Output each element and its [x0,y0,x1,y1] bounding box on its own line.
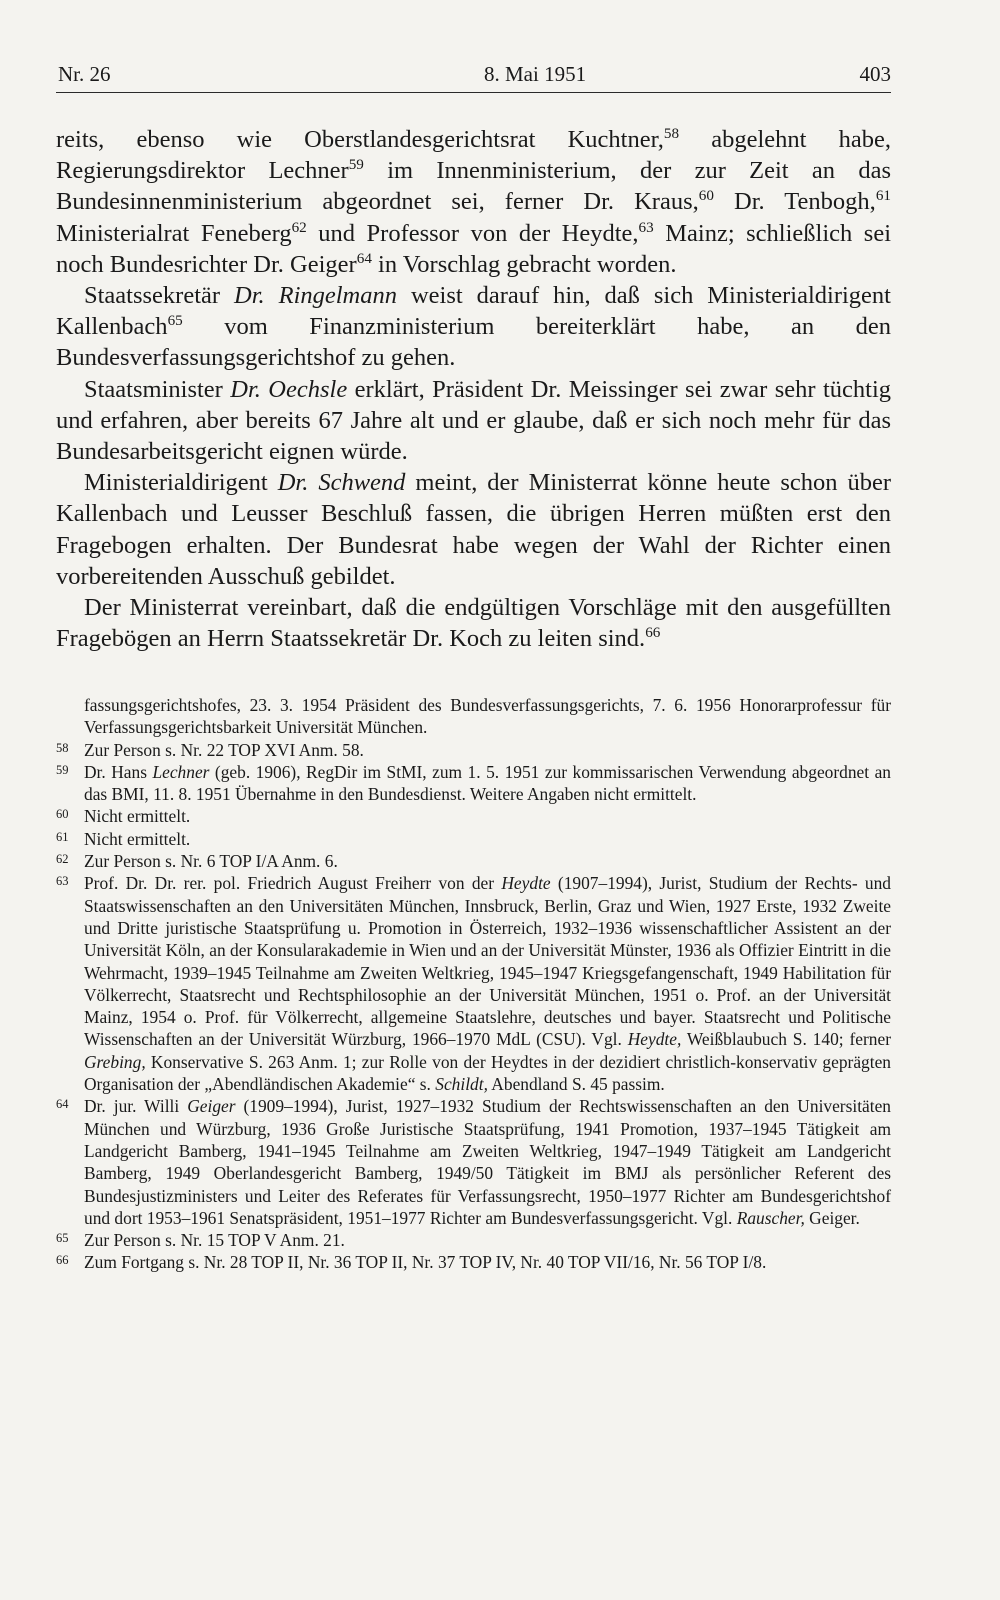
footnote: 58 Zur Person s. Nr. 22 TOP XVI Anm. 58. [56,739,891,761]
running-header [56,56,891,93]
footnote-ref: 59 [348,156,364,174]
footnote-ref: 62 [291,218,307,236]
footnotes [56,694,891,1274]
footnote-number: 64 [56,1097,69,1112]
footnote: 61 Nicht ermittelt. [56,828,891,850]
footnote: 62 Zur Person s. Nr. 6 TOP I/A Anm. 6. [56,850,891,872]
speaker-name: Dr. Schwend [277,469,406,497]
page-number: 403 [859,62,891,86]
footnote-number: 62 [56,852,69,867]
footnote: 65 Zur Person s. Nr. 15 TOP V Anm. 21. [56,1229,891,1251]
footnote-ref: 61 [875,187,891,205]
footnote-number: 65 [56,1231,69,1246]
footnote-ref: 63 [638,218,654,236]
footnote-number: 59 [56,762,69,777]
speaker-name: Dr. Ringelmann [234,282,398,310]
paragraph: Ministerialdirigent Dr. Schwend meint, der Ministerrat könne heute schon über Kallenbach und Leusser Beschluß fassen, die übrigen Herren müßten erst den Fragebogen erhalten. Der Bundesrat habe wegen der Wahl der Richter einen vorbereitenden Ausschuß gebildet. [56,469,891,590]
footnote-ref: 64 [356,249,372,267]
paragraph: Der Ministerrat vereinbart, daß die endgültigen Vorschläge mit den ausgefüllten Fragebögen an Herrn Staatssekretär Dr. Koch zu leiten sind.$^{66}$ [56,594,891,653]
paragraph: Staatssekretär Dr. Ringelmann weist darauf hin, daß sich Ministerialdirigent Kallenbach$^{65}$ vom Finanzministerium bereiterklärt habe, an den Bundesverfassungsgerichtshof zu gehen. [56,282,891,372]
footnote-number: 60 [56,807,69,822]
footnote-continuation: fassungsgerichtshofes, 23. 3. 1954 Präsident des Bundesverfassungsgerichts, 7. 6. 1956 Honorarprofessur für Verfassungsgerichtsbarkeit Universität München. [84,695,891,738]
footnote-number: 61 [56,829,69,844]
footnote: 64 Dr. jur. Willi Geiger (1909–1994), Jurist, 1927–1932 Studium der Rechtswissenschaften an den Universitäten München und Würzburg, 1936 Große Juristische Staatsprüfung, 1941 Promotion, 1937–1945 Tätigkeit am Landgericht Bamberg, 1941–1945 Teilnahme am Zweiten Weltkrieg, 1947–1949 Tätigkeit am Landgericht Bamberg, 1949 Oberlandesgericht Bamberg, 1949/50 Tätigkeit im BMJ als persönlicher Referent des Bundesjustizministers und Leiter des Referates für Verfassungsrecht, 1950–1977 Richter am Bundesgerichtshof und dort 1953–1961 Senatspräsident, 1951–1977 Richter am Bundesverfassungsgericht. Vgl. Rauscher, Geiger. [56,1095,891,1229]
footnote: 66 Zum Fortgang s. Nr. 28 TOP II, Nr. 36 TOP II, Nr. 37 TOP IV, Nr. 40 TOP VII/16, Nr. 56 TOP I/8. [56,1251,891,1273]
footnote: 60 Nicht ermittelt. [56,805,891,827]
footnote-number: 63 [56,874,69,889]
paragraph: Staatsminister Dr. Oechsle erklärt, Präsident Dr. Meissinger sei zwar sehr tüchtig und erfahren, aber bereits 67 Jahre alt und er glaube, daß er sich noch mehr für das Bundesarbeitsgericht eignen würde. [56,375,891,466]
footnote: 63 Prof. Dr. Dr. rer. pol. Friedrich August Freiherr von der Heydte (1907–1994), Jurist, Studium der Rechts- und Staatswissenschaften an den Universitäten München, Innsbruck, Berlin, Graz und Wien, 1927 Erste, 1932 Zweite und Dritte juristische Staatsprüfung u. Promotion in Österreich, 1932–1936 wissenschaftlicher Assistent an der Universität Köln, an der Konsularakademie in Wien und an der Universität Münster, 1936 als Offizier Eintritt in die Wehrmacht, 1939–1945 Teilnahme am Zweiten Weltkrieg, 1945–1947 Kriegsgefangenschaft, 1949 Habilitation für Völkerrecht, Staatsrecht und Rechtsphilosophie an der Universität München, 1951 o. Prof. an der Universität Mainz, 1954 o. Prof. für Völkerrecht, allgemeine Staatslehre, deutsches und bayer. Staatsrecht und Politische Wissenschaften an der Universität Würzburg, 1966–1970 MdL (CSU). Vgl. Heydte, Weißblaubuch S. 140; ferner Grebing, Konservative S. 263 Anm. 1; zur Rolle von der Heydtes in der dezidiert christlich-konservativ geprägten Organisation der „Abendländischen Akademie“ s. Schildt, Abendland S. 45 passim. [56,872,891,1095]
footnote-number: 58 [56,740,69,755]
footnote: 59 Dr. Hans Lechner (geb. 1906), RegDir im StMI, zum 1. 5. 1951 zur kommissarischen Verwendung abgeordnet an das BMI, 11. 8. 1951 Übernahme in den Bundesdienst. Weitere Angaben nicht ermittelt. [56,761,891,806]
main-text [56,124,891,654]
footnote-ref: 58 [663,124,680,142]
footnote-ref: 60 [698,187,714,205]
speaker-name: Dr. Oechsle [230,375,348,403]
header-date: 8. Mai 1951 [484,62,587,86]
footnote-ref: 66 [645,624,661,642]
document-number: Nr. 26 [58,62,111,86]
footnote-ref: 65 [167,312,183,330]
footnote-number: 66 [56,1253,69,1268]
paragraph: reits, ebenso wie Oberstlandesgerichtsrat Kuchtner,$^{58}$ abgelehnt habe, Regierungsdirektor Lechner$^{59}$ im Innenministerium, der zur Zeit an das Bundesinnenministerium abgeordnet sei, ferner Dr. Kraus,$^{60}$ Dr. Tenbogh,$^{61}$ Ministerialrat Feneberg$^{62}$ und Professor von der Heydte,$^{63}$ Mainz; schließlich sei noch Bundesrichter Dr. Geiger$^{64}$ in Vorschlag gebracht worden. [56,124,891,278]
